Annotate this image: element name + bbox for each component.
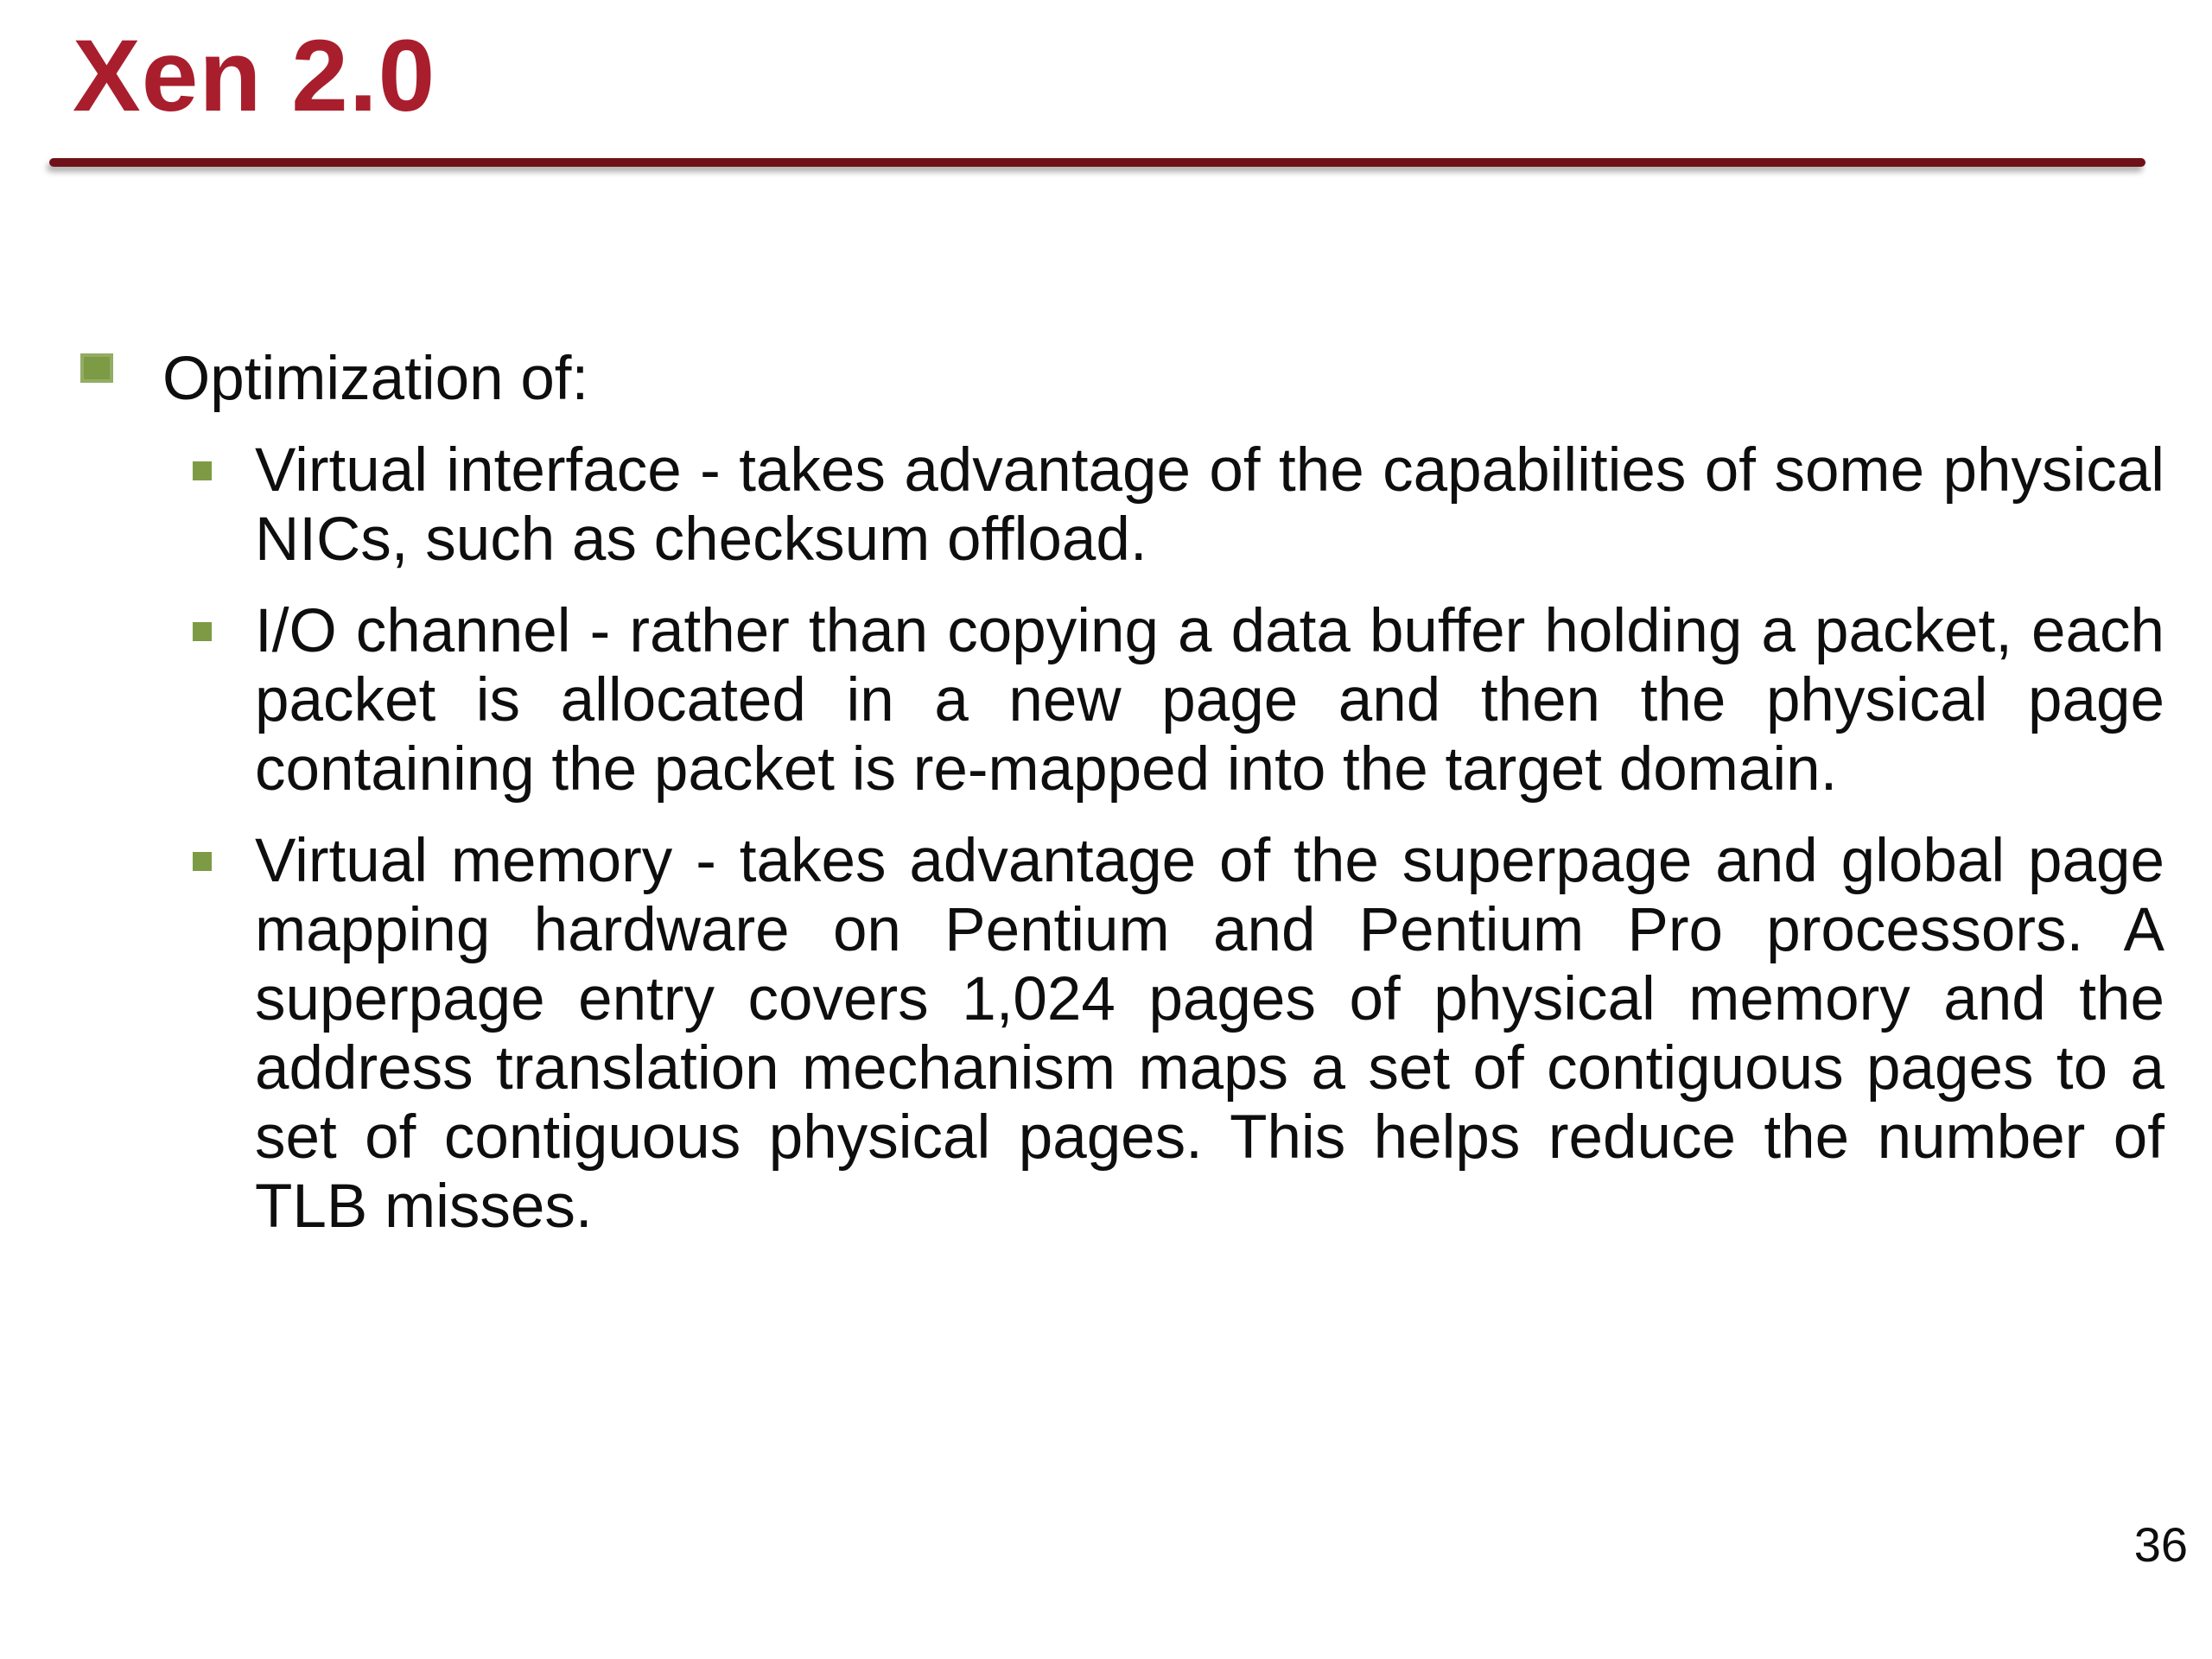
- bullet-item-level1: [80, 345, 2164, 414]
- square-bullet-icon: [80, 353, 113, 383]
- bullet-text: I/O channel - rather than copying a data buffer holding a packet, each packet is allocated in a new page and then the physical page containing the packet is re-mapped into the target domain.: [255, 597, 2164, 804]
- square-bullet-icon: [193, 461, 212, 480]
- bullet-item-level2: [193, 597, 2164, 804]
- bullet-text: Virtual interface - takes advantage of the capabilities of some physical NICs, such as checksum offload.: [255, 436, 2164, 574]
- square-bullet-icon: [193, 852, 212, 871]
- square-bullet-icon: [193, 622, 212, 641]
- bullet-list: [0, 345, 2212, 1264]
- page-title: Xen 2.0: [73, 19, 436, 133]
- bullet-item-level2: [193, 827, 2164, 1242]
- bullet-text: Virtual memory - takes advantage of the superpage and global page mapping hardware on Pentium and Pentium Pro processors. A superpage entry covers 1,024 pages of physical memory and the address translation mechanism maps a set of contiguous pages to a set of contiguous physical pages. This helps reduce the number of TLB misses.: [255, 827, 2164, 1241]
- bullet-text: Optimization of:: [162, 345, 589, 413]
- title-underline-rule: [49, 158, 2145, 167]
- bullet-item-level2: [193, 436, 2164, 575]
- page-number: 36: [2133, 1517, 2188, 1572]
